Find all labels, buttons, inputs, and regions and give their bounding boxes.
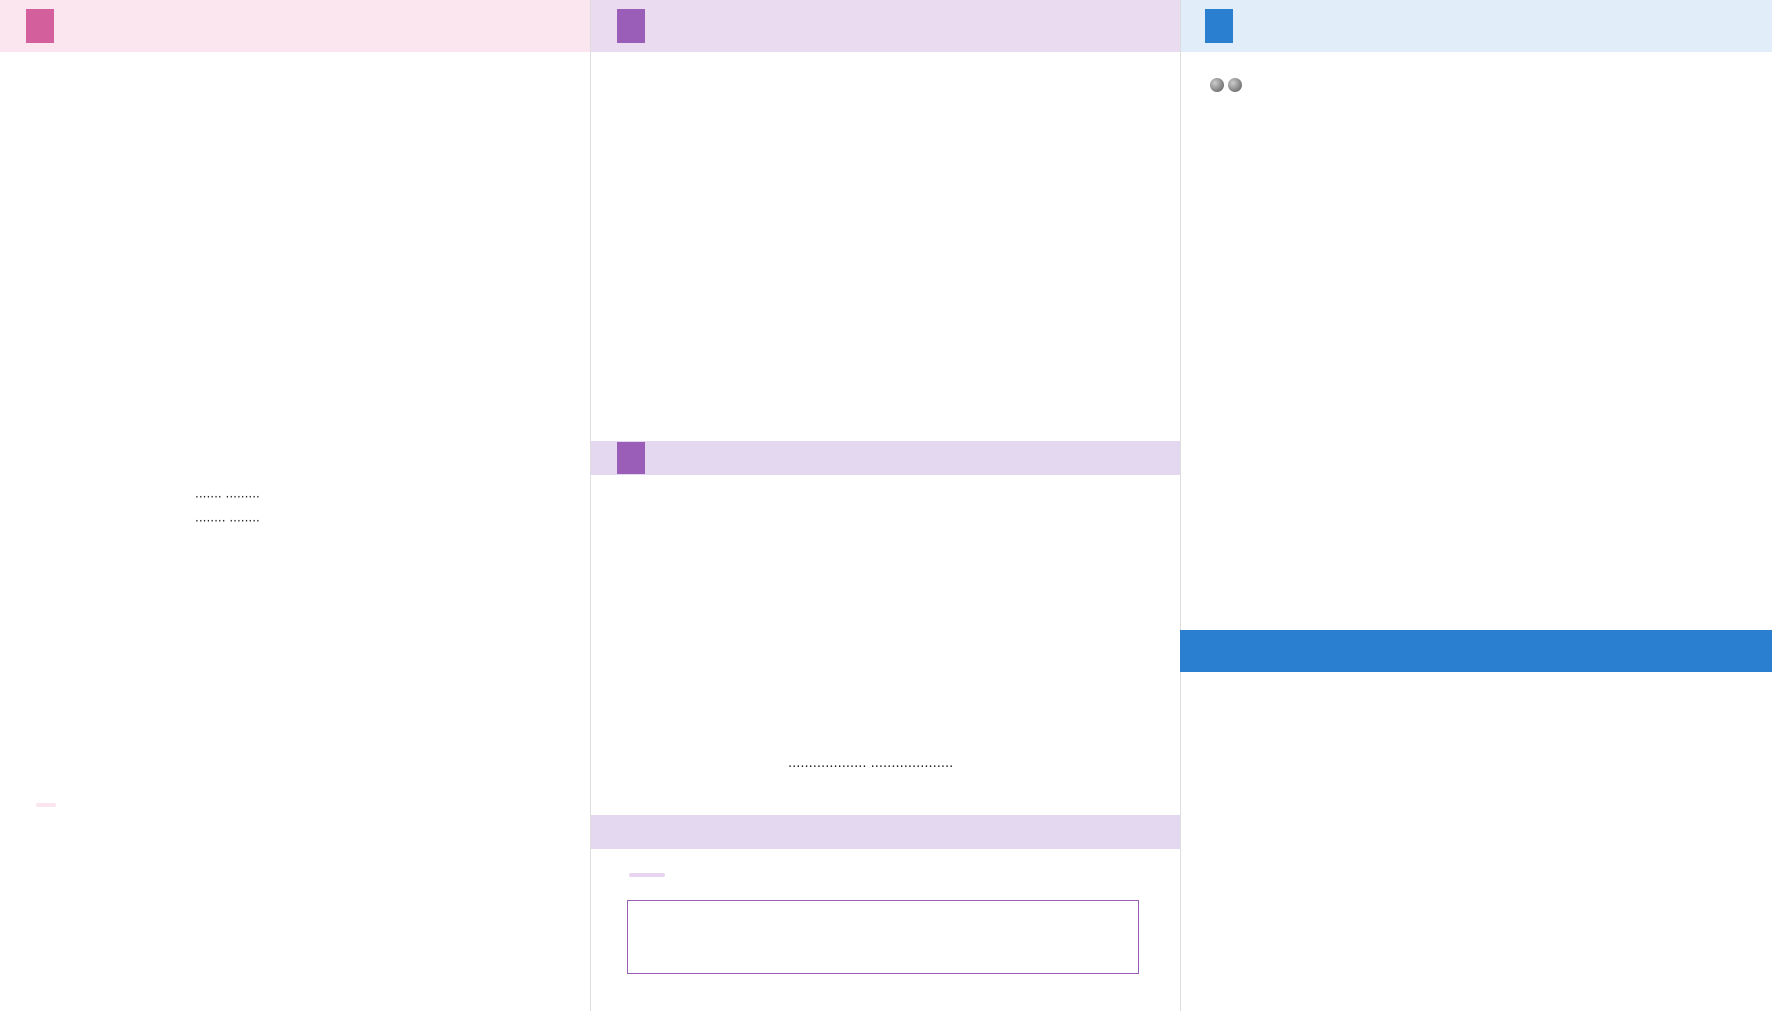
sunday-header	[0, 0, 590, 52]
choir3: ········ ········	[195, 514, 260, 528]
service-guide-title	[36, 803, 56, 807]
afternoon-title-ko	[617, 9, 645, 43]
sunday-column	[0, 0, 590, 1011]
choir2: ······· ·········	[195, 490, 260, 504]
afternoon-column	[590, 0, 1180, 1011]
sunday-times	[98, 62, 384, 100]
bullet-icon	[1228, 78, 1242, 92]
wednesday-header	[591, 441, 1180, 475]
dawn-psalm: ··················· ····················	[788, 760, 954, 775]
afternoon-header	[591, 0, 1180, 52]
offering-column	[1180, 0, 1772, 1011]
sunday-title-ko	[26, 9, 54, 43]
support-title	[629, 873, 665, 877]
district-header	[1180, 630, 1772, 672]
wednesday-title-ko	[617, 442, 645, 474]
bullet-icon	[1210, 78, 1224, 92]
offering-title-ko	[1205, 9, 1233, 43]
support-list	[627, 900, 1139, 974]
offering-header	[1181, 0, 1772, 52]
divider-bar	[591, 815, 1180, 849]
general-offering-title	[1210, 78, 1755, 92]
